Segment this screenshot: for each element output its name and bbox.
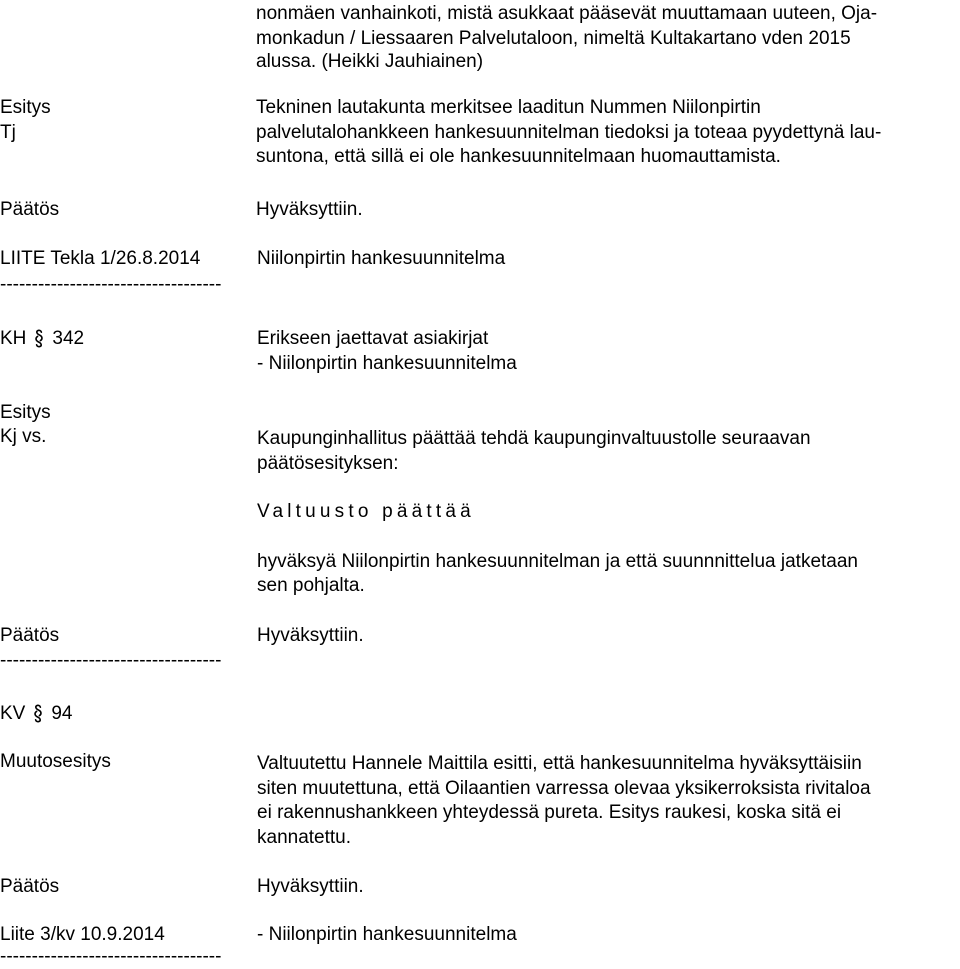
section-sign-icon [33, 704, 43, 723]
paatos-label-2: Päätös [0, 625, 60, 646]
esitys-text-line-3: suntona, että sillä ei ole hankesuunnitelmaan huomauttamista. [256, 146, 781, 167]
section-prefix: KV [0, 703, 26, 724]
liite-value-2: - Niilonpirtin hankesuunnitelma [257, 924, 517, 945]
paatos-value-3: Hyväksyttiin. [257, 876, 364, 897]
esitys-text-line-2: palvelutalohankkeen hankesuunnitelman tiedoksi ja toteaa pyydettynä lau- [256, 122, 882, 143]
separator-line-2: ----------------------------------- [0, 650, 222, 671]
valtuusto-heading: Valtuusto päättää [257, 501, 475, 522]
tj-label: Tj [0, 122, 16, 143]
muutosesitys-label: Muutosesitys [0, 751, 111, 772]
muutos-line-2: siten muutettuna, että Oilaantien varressa olevaa yksikerroksista rivitaloa [257, 778, 871, 799]
muutos-line-1: Valtuutettu Hannele Maittila esitti, että hankesuunnitelma hyväksyttäisiin [257, 753, 862, 774]
paatos-value: Hyväksyttiin. [256, 199, 363, 220]
muutos-line-3: ei rakennushankkeen yhteydessä pureta. Esitys raukesi, koska sitä ei [257, 802, 842, 823]
decision-line-1: hyväksyä Niilonpirtin hankesuunnitelman ja että suunnnittelua jatketaan [257, 551, 858, 572]
section-number: 94 [51, 703, 73, 724]
intro-line-2: monkadun / Liessaaren Palvelutaloon, nimeltä Kultakartano vden 2015 [256, 28, 851, 49]
esitys-label-2: Esitys [0, 402, 51, 423]
section-number: 342 [52, 328, 85, 349]
erikseen-title: Erikseen jaettavat asiakirjat [257, 328, 489, 349]
paatos-label: Päätös [0, 199, 60, 220]
section-sign-icon [34, 329, 44, 348]
paatos-value-2: Hyväksyttiin. [257, 625, 364, 646]
intro-line-1: nonmäen vanhainkoti, mistä asukkaat pääsevät muuttamaan uuteen, Oja- [256, 3, 878, 24]
separator-line-3: ----------------------------------- [0, 946, 222, 967]
separator-line: ----------------------------------- [0, 274, 222, 295]
liite-label-2: Liite 3/kv 10.9.2014 [0, 924, 165, 945]
erikseen-item: - Niilonpirtin hankesuunnitelma [257, 353, 517, 374]
esitys-label: Esitys [0, 97, 51, 118]
kj-label: Kj vs. [0, 426, 47, 447]
paatos-label-3: Päätös [0, 876, 60, 897]
section-heading-kh [0, 326, 84, 351]
decision-line-2: sen pohjalta. [257, 575, 365, 596]
section-prefix: KH [0, 328, 27, 349]
muutos-line-4: kannatettu. [257, 827, 352, 848]
kh-esitys-line-1: Kaupunginhallitus päättää tehdä kaupunginvaltuustolle seuraavan [257, 428, 811, 449]
liite-value: Niilonpirtin hankesuunnitelma [257, 248, 506, 269]
intro-line-3: alussa. (Heikki Jauhiainen) [256, 51, 484, 72]
kh-esitys-line-2: päätösesityksen: [257, 453, 399, 474]
liite-label: LIITE Tekla 1/26.8.2014 [0, 248, 201, 269]
esitys-text-line-1: Tekninen lautakunta merkitsee laaditun Nummen Niilonpirtin [256, 97, 761, 118]
section-heading-kv [0, 701, 73, 726]
